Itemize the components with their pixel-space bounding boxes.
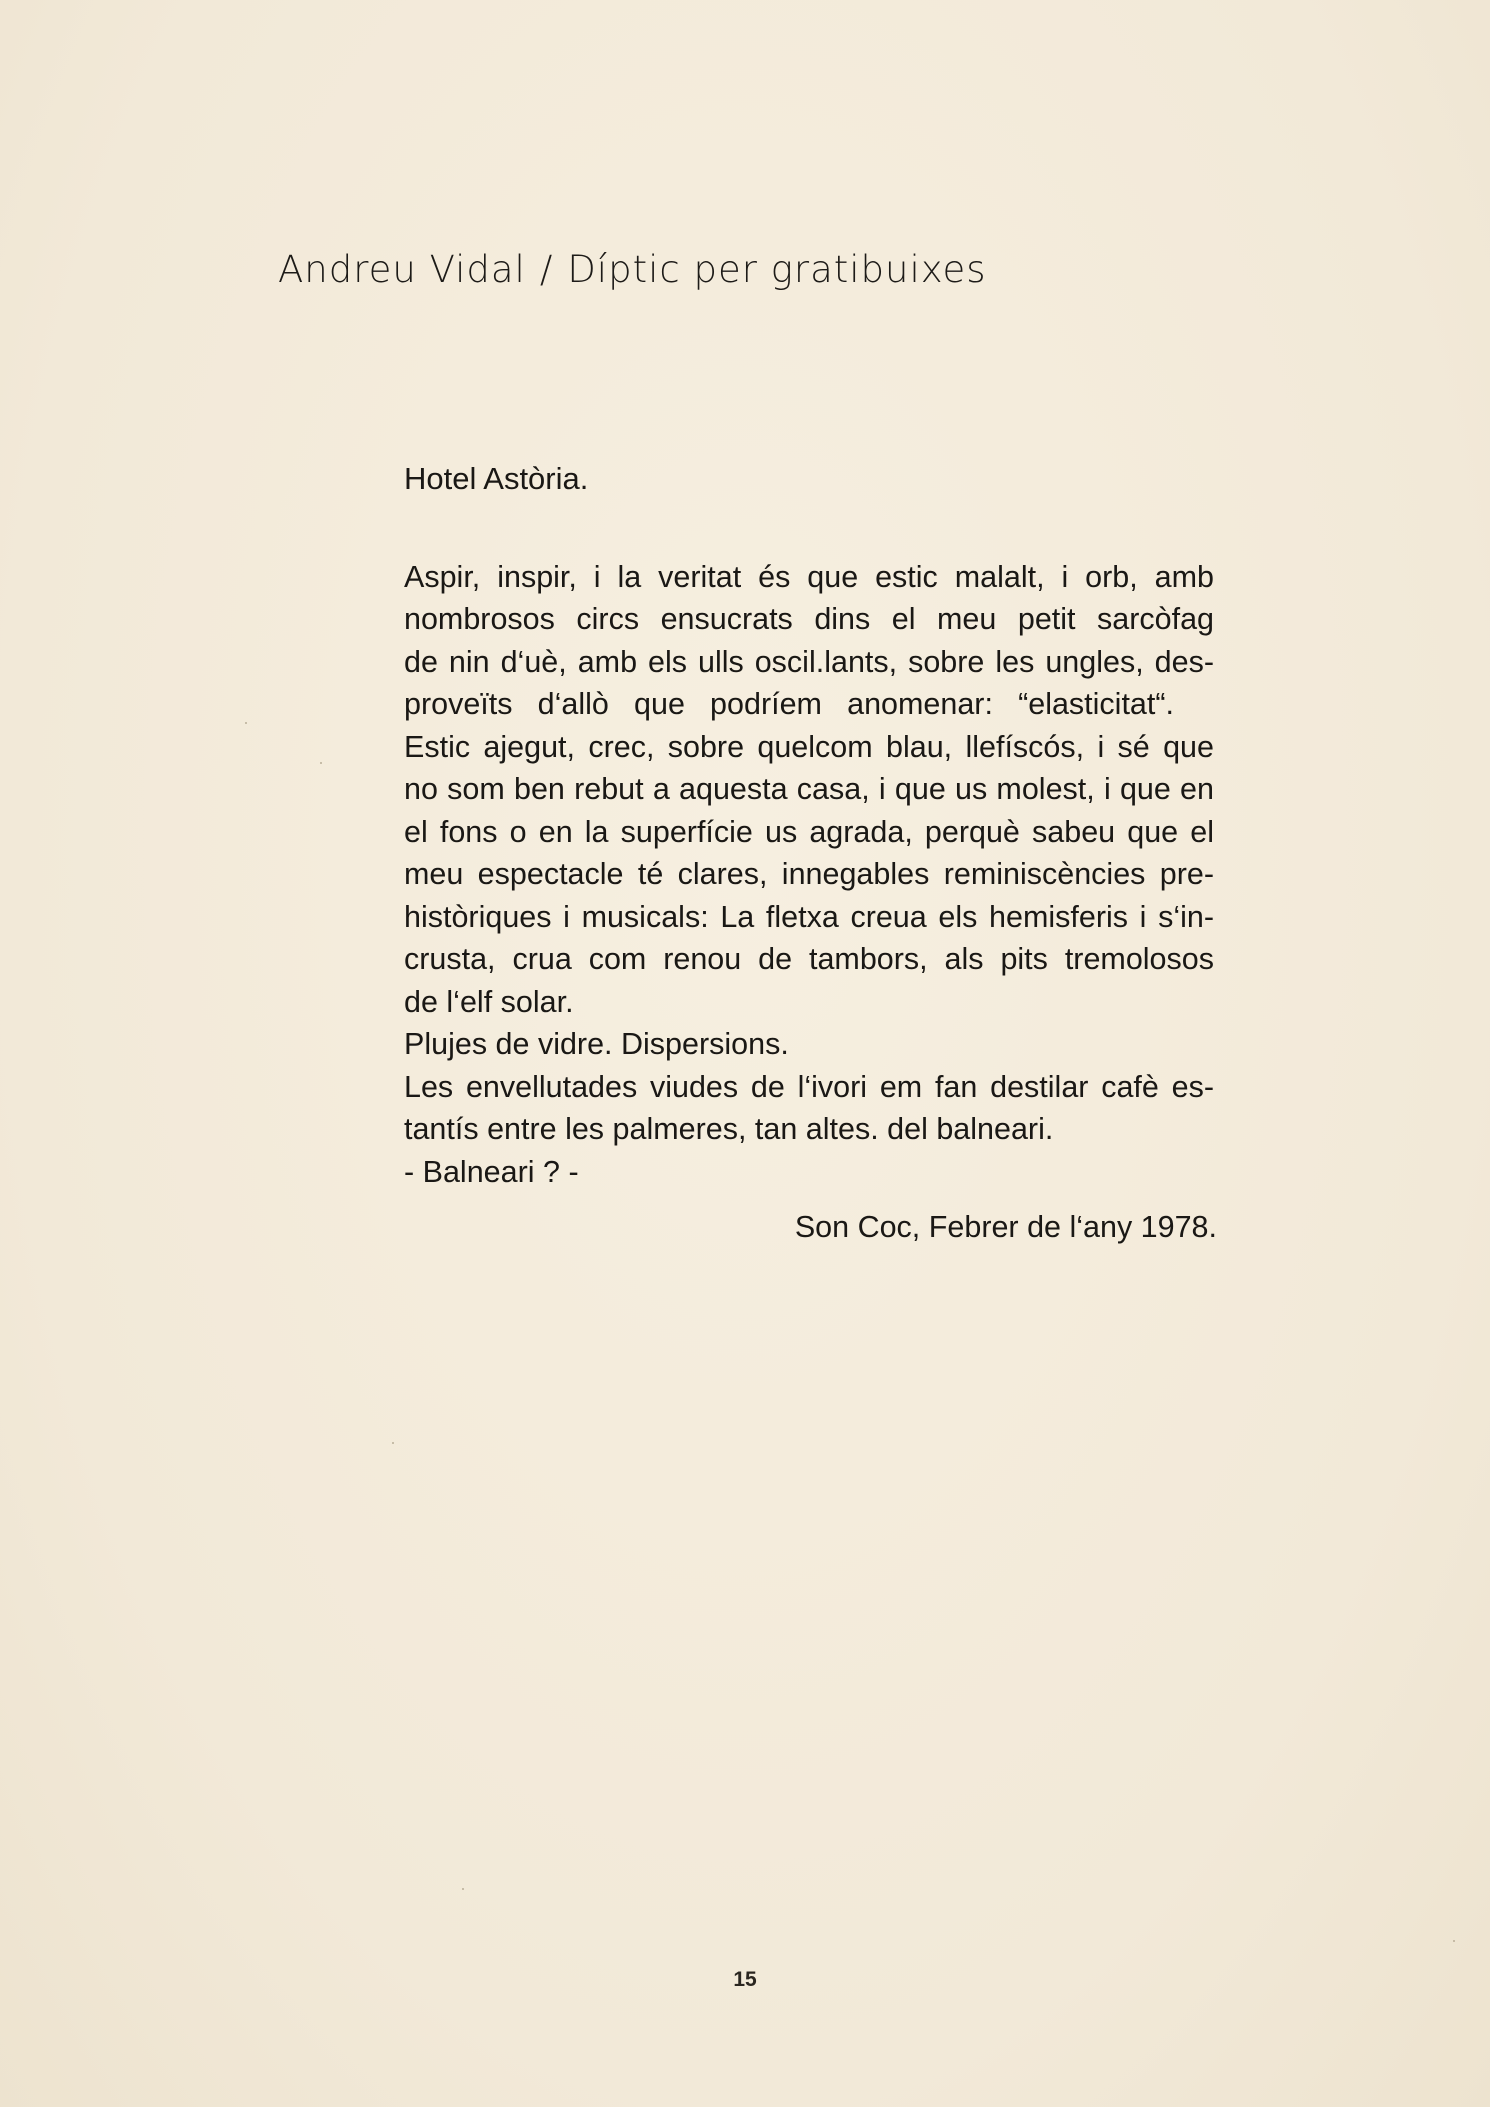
paper-speck bbox=[392, 1442, 394, 1444]
poem-line: tantís entre les palmeres, tan altes. del balneari. bbox=[404, 1112, 1054, 1146]
place-date-signoff: Son Coc, Febrer de l‘any 1978. bbox=[794, 1210, 1217, 1244]
work-title: Díptic per gratibuixes bbox=[567, 248, 987, 291]
poem-line: Plujes de vidre. Dispersions. bbox=[404, 1027, 789, 1061]
poem-line: - Balneari ? - bbox=[404, 1154, 579, 1189]
header-separator: / bbox=[539, 248, 554, 291]
poem-line: Aspir, inspir, i la veritat és que estic malalt, i orb, amb bbox=[404, 559, 1214, 594]
poem-line: de l‘elf solar. bbox=[404, 984, 574, 1019]
poem-line: Estic ajegut, crec, sobre quelcom blau, llefíscós, i sé que bbox=[404, 729, 1214, 764]
poem-line: nombrosos circs ensucrats dins el meu petit sarcòfag bbox=[404, 602, 1214, 636]
poem-line: proveïts d‘allò que podríem anomenar: “elasticitat“. bbox=[404, 687, 1174, 721]
poem-line: històriques i musicals: La fletxa creua els hemisferis i s‘in- bbox=[404, 899, 1214, 934]
poem-line: crusta, crua com renou de tambors, als pits tremolosos bbox=[404, 942, 1214, 976]
poem-body bbox=[404, 458, 1214, 1193]
paper-speck bbox=[245, 722, 247, 724]
poem-line: no som ben rebut a aquesta casa, i que us molest, i que en bbox=[404, 772, 1214, 806]
author-name: Andreu Vidal bbox=[278, 248, 526, 291]
paper-speck bbox=[462, 1888, 464, 1890]
poem-line: de nin d‘uè, amb els ulls oscil.lants, sobre les ungles, des- bbox=[404, 644, 1214, 679]
header bbox=[278, 248, 987, 291]
poem-line: el fons o en la superfície us agrada, perquè sabeu que el bbox=[404, 814, 1214, 849]
poem-line: meu espectacle té clares, innegables reminiscències pre- bbox=[404, 857, 1214, 891]
poem-line: Les envellutades viudes de l‘ivori em fan destilar cafè es- bbox=[404, 1069, 1214, 1104]
poem-title: Hotel Astòria. bbox=[404, 461, 589, 496]
paper-speck bbox=[1453, 1940, 1455, 1942]
page-number: 15 bbox=[733, 1968, 757, 1991]
paper-speck bbox=[320, 762, 322, 764]
